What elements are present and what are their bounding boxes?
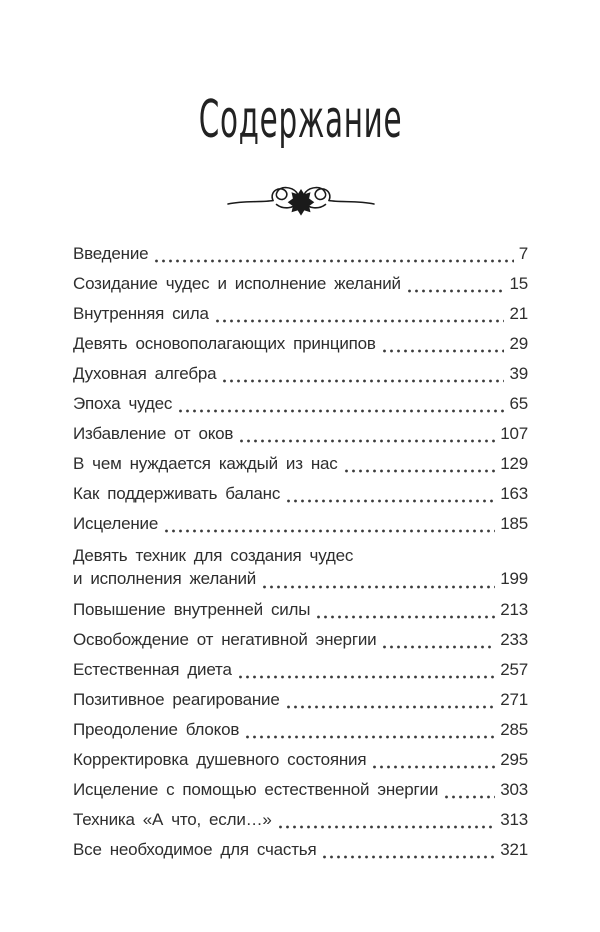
toc-entry-label: Все необходимое для счастья bbox=[73, 840, 317, 859]
toc-entry-label: Девять основополагающих принципов bbox=[73, 334, 376, 353]
dot-leader bbox=[287, 499, 495, 503]
toc-entry-page-number: 163 bbox=[500, 484, 528, 503]
toc-entry[interactable] bbox=[73, 544, 528, 590]
dot-leader bbox=[408, 289, 505, 293]
toc-entry-line bbox=[73, 514, 528, 534]
toc-entry-label: и исполнения желаний bbox=[73, 569, 257, 588]
toc-entry-line bbox=[73, 334, 528, 354]
toc-entry-line bbox=[73, 810, 528, 830]
toc-entry[interactable] bbox=[73, 720, 528, 740]
toc-entry-label: Техника «А что, если…» bbox=[73, 810, 272, 829]
toc-entry-label: Исцеление с помощью естественной энергии bbox=[73, 780, 439, 799]
toc-entry-page-number: 129 bbox=[500, 454, 528, 473]
toc-entry[interactable] bbox=[73, 484, 528, 504]
toc-entry-label: Естественная диета bbox=[73, 660, 232, 679]
toc-entry-label: Позитивное реагирование bbox=[73, 690, 280, 709]
toc-entry-label: Корректировка душевного состояния bbox=[73, 750, 367, 769]
page-title: Содержание bbox=[198, 89, 403, 150]
toc-entry-line bbox=[73, 544, 528, 567]
toc-entry-line bbox=[73, 630, 528, 650]
dot-leader bbox=[383, 349, 505, 353]
toc-entry[interactable] bbox=[73, 630, 528, 650]
dot-leader bbox=[373, 765, 495, 769]
toc-entry-page-number: 313 bbox=[500, 810, 528, 829]
toc-entry-page-number: 321 bbox=[500, 840, 528, 859]
flourish-divider-icon bbox=[226, 178, 376, 218]
toc-entry[interactable] bbox=[73, 780, 528, 800]
dot-leader bbox=[445, 795, 495, 799]
dot-leader bbox=[155, 259, 513, 263]
toc-entry[interactable] bbox=[73, 424, 528, 444]
toc-entry-line bbox=[73, 750, 528, 770]
toc-entry-line bbox=[73, 720, 528, 740]
toc-list bbox=[73, 244, 528, 860]
toc-entry[interactable] bbox=[73, 810, 528, 830]
dot-leader bbox=[383, 645, 495, 649]
toc-entry[interactable] bbox=[73, 514, 528, 534]
toc-entry[interactable] bbox=[73, 750, 528, 770]
dot-leader bbox=[223, 379, 504, 383]
dot-leader bbox=[279, 825, 496, 829]
dot-leader bbox=[345, 469, 496, 473]
toc-entry-line bbox=[73, 454, 528, 474]
toc-entry-line bbox=[73, 244, 528, 264]
toc-entry[interactable] bbox=[73, 304, 528, 324]
toc-entry-line bbox=[73, 424, 528, 444]
toc-entry-page-number: 7 bbox=[518, 244, 528, 263]
toc-entry-page-number: 295 bbox=[500, 750, 528, 769]
toc-entry-line bbox=[73, 690, 528, 710]
toc-entry[interactable] bbox=[73, 840, 528, 860]
toc-entry-label: Духовная алгебра bbox=[73, 364, 217, 383]
toc-entry-label: Исцеление bbox=[73, 514, 159, 533]
dot-leader bbox=[216, 319, 505, 323]
dot-leader bbox=[165, 529, 495, 533]
toc-entry-line bbox=[73, 364, 528, 384]
toc-entry-label: Освобождение от негативной энергии bbox=[73, 630, 377, 649]
toc-entry-label: Повышение внутренней силы bbox=[73, 600, 311, 619]
toc-entry-page-number: 21 bbox=[509, 304, 528, 323]
dot-leader bbox=[317, 615, 495, 619]
toc-entry-page-number: 199 bbox=[500, 569, 528, 588]
toc-entry-label: В чем нуждается каждый из нас bbox=[73, 454, 338, 473]
toc-entry-label: Девять техник для создания чудес bbox=[73, 546, 354, 565]
toc-entry[interactable] bbox=[73, 660, 528, 680]
toc-entry-page-number: 39 bbox=[509, 364, 528, 383]
toc-entry-page-number: 65 bbox=[509, 394, 528, 413]
dot-leader bbox=[263, 585, 495, 589]
toc-entry-label: Введение bbox=[73, 244, 149, 263]
toc-entry-label: Эпоха чудес bbox=[73, 394, 173, 413]
toc-entry[interactable] bbox=[73, 690, 528, 710]
toc-entry-line bbox=[73, 274, 528, 294]
dot-leader bbox=[240, 439, 495, 443]
toc-entry-page-number: 233 bbox=[500, 630, 528, 649]
toc-entry-page-number: 257 bbox=[500, 660, 528, 679]
toc-entry-page-number: 303 bbox=[500, 780, 528, 799]
dot-leader bbox=[246, 735, 495, 739]
toc-entry[interactable] bbox=[73, 600, 528, 620]
toc-entry[interactable] bbox=[73, 364, 528, 384]
dot-leader bbox=[179, 409, 504, 413]
toc-entry-label: Избавление от оков bbox=[73, 424, 234, 443]
toc-entry-page-number: 213 bbox=[500, 600, 528, 619]
dot-leader bbox=[239, 675, 496, 679]
toc-entry-page-number: 15 bbox=[509, 274, 528, 293]
toc-entry-page-number: 29 bbox=[509, 334, 528, 353]
toc-entry-label: Преодоление блоков bbox=[73, 720, 240, 739]
toc-entry-line bbox=[73, 304, 528, 324]
toc-entry[interactable] bbox=[73, 454, 528, 474]
toc-entry-line bbox=[73, 840, 528, 860]
toc-entry-page-number: 285 bbox=[500, 720, 528, 739]
dot-leader bbox=[323, 855, 495, 859]
toc-entry-label: Созидание чудес и исполнение желаний bbox=[73, 274, 401, 293]
toc-entry-label: Внутренняя сила bbox=[73, 304, 209, 323]
toc-entry[interactable] bbox=[73, 394, 528, 414]
toc-entry[interactable] bbox=[73, 244, 528, 264]
toc-entry-line bbox=[73, 394, 528, 414]
toc-entry-label: Как поддерживать баланс bbox=[73, 484, 281, 503]
dot-leader bbox=[287, 705, 496, 709]
toc-entry-page-number: 185 bbox=[500, 514, 528, 533]
toc-entry-line bbox=[73, 780, 528, 800]
toc-entry-page-number: 271 bbox=[500, 690, 528, 709]
toc-entry-line bbox=[73, 567, 528, 590]
toc-entry[interactable] bbox=[73, 274, 528, 294]
toc-entry-line bbox=[73, 600, 528, 620]
toc-entry-line bbox=[73, 660, 528, 680]
toc-entry-line bbox=[73, 484, 528, 504]
toc-entry-page-number: 107 bbox=[500, 424, 528, 443]
toc-entry[interactable] bbox=[73, 334, 528, 354]
